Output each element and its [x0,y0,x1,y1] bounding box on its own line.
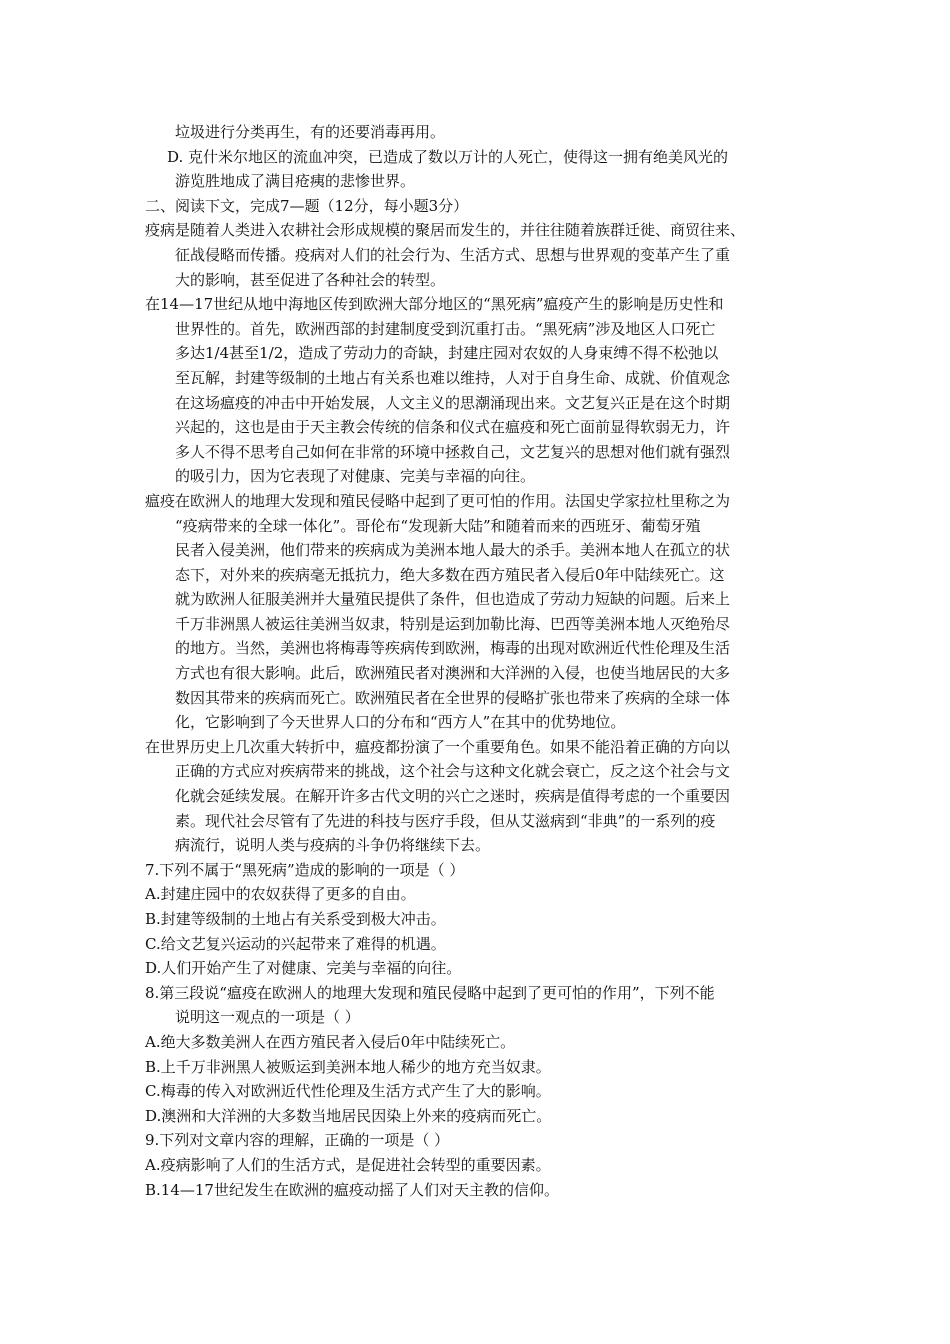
passage-paragraph [145,292,813,489]
passage-line: 千万非洲黑人被运往美洲当奴隶，特别是运到加勒比海、巴西等美洲本地人灭绝殆尽 [175,614,731,633]
passage-paragraph [145,489,813,735]
answer-option-text: B.封建等级制的土地占有关系受到极大冲击。 [145,910,446,928]
passage-paragraph [145,735,813,858]
passage-line: 的地方。当然，美洲也将梅毒等疾病传到欧洲，梅毒的出现对欧洲近代性伦理及生活 [175,639,731,658]
reading-passage [145,218,813,857]
q6-option-c-continuation: 垃圾进行分类再生，有的还要消毒再用。 [175,123,446,141]
question-list [145,858,813,1202]
passage-line: 在这场瘟疫的冲击中开始发展，人文主义的思潮涌现出来。文艺复兴正是在这个时期 [175,393,731,412]
section-heading: 二、阅读下文，完成7—题（12分，每小题3分） [145,196,469,215]
answer-option [145,956,813,981]
passage-line: 征战侵略而传播。疫病对人们的社会行为、生活方式、思想与世界观的变革产生了重 [175,245,731,264]
answer-option-text: C.梅毒的传入对欧洲近代性伦理及生活方式产生了大的影响。 [145,1082,551,1101]
answer-option [145,1178,813,1203]
answer-option [145,1030,813,1055]
passage-line: 的吸引力，因为它表现了对健康、完美与幸福的向往。 [175,467,536,486]
passage-line: 多人不得不思考自己如何在非常的环境中拯救自己，文艺复兴的思想对他们就有强烈 [175,442,731,461]
passage-line: 民者入侵美洲，他们带来的疾病成为美洲本地人最大的杀手。美洲本地人在孤立的状 [175,541,731,560]
answer-option [145,907,813,932]
q6-option-d: D. 克什米尔地区的流血冲突，已造成了数以万计的人死亡，使得这一拥有绝美风光的 游览胜地成了满目疮痍的悲惨世界。 [167,147,729,191]
answer-option [145,1079,813,1104]
answer-option-text: B.上千万非洲黑人被贩运到美洲本地人稀少的地方充当奴隶。 [145,1057,551,1076]
passage-paragraph [145,218,813,292]
passage-line: 数因其带来的疾病而死亡。欧洲殖民者在全世界的侵略扩张也带来了疾病的全球一体 [175,688,731,707]
exam-page [145,120,813,1202]
answer-option [145,1104,813,1129]
question-stem-line: 8.第三段说“瘟疫在欧洲人的地理大发现和殖民侵略中起到了更可怕的作用”，下列不能 [145,983,715,1002]
answer-option-text: A.疫病影响了人们的生活方式，是促进社会转型的重要因素。 [145,1155,551,1174]
answer-option [145,932,813,957]
answer-option [145,1153,813,1178]
answer-option [145,882,813,907]
answer-option [145,1055,813,1080]
question-stem [145,1128,813,1153]
passage-line: 在14—17世纪从地中海地区传到欧洲大部分地区的“黑死病”瘟疫产生的影响是历史性和 [145,295,724,314]
passage-line: 在世界历史上几次重大转折中，瘟疫都扮演了一个重要角色。如果不能沿着正确的方向以 [145,737,731,756]
passage-line: 正确的方式应对疾病带来的挑战，这个社会与这种文化就会衰亡，反之这个社会与文 [175,762,731,781]
question-stem-line: 7.下列不属于“黑死病”造成的影响的一项是（ ） [145,860,465,879]
question-stem [145,858,813,883]
passage-line: “疫病带来的全球一体化”。哥伦布“发现新大陆”和随着而来的西班牙、葡萄牙殖 [175,516,701,535]
answer-option-text: D.人们开始产生了对健康、完美与幸福的向往。 [145,959,462,978]
passage-line: 至瓦解，封建等级制的土地占有关系也难以维持，人对于自身生命、成就、价值观念 [175,368,731,387]
passage-line: 疫病是随着人类进入农耕社会形成规模的聚居而发生的，并往往随着族群迁徙、商贸往来、 [145,221,746,240]
passage-line: 多达1/4甚至1/2，造成了劳动力的奇缺，封建庄园对农奴的人身束缚不得不松弛以 [175,344,719,363]
passage-line: 兴起的，这也是由于天主教会传统的信条和仪式在瘟疫和死亡面前显得软弱无力，许 [175,418,731,437]
answer-option-text: D.澳洲和大洋洲的大多数当地居民因染上外来的疫病而死亡。 [145,1106,552,1125]
passage-line: 大的影响，甚至促进了各种社会的转型。 [175,270,446,289]
passage-line: 病流行，说明人类与疫病的斗争仍将继续下去。 [175,836,491,855]
passage-line: 化就会延续发展。在解开许多古代文明的兴亡之迷时，疾病是值得考虑的一个重要因 [175,787,731,806]
passage-line: 世界性的。首先，欧洲西部的封建制度受到沉重打击。“黑死病”涉及地区人口死亡 [175,319,716,338]
answer-option-text: C.给文艺复兴运动的兴起带来了难得的机遇。 [145,934,446,953]
passage-line: 态下，对外来的疾病毫无抵抗力，绝大多数在西方殖民者入侵后0年中陆续死亡。这 [175,565,725,584]
passage-line: 就为欧洲人征服美洲并大量殖民提供了条件，但也造成了劳动力短缺的问题。后来上 [175,590,731,609]
answer-option-text: A.绝大多数美洲人在西方殖民者入侵后0年中陆续死亡。 [145,1032,516,1051]
answer-option-text: A.封建庄园中的农奴获得了更多的自由。 [145,885,416,904]
question-stem [145,981,813,1030]
answer-option-text: B.14—17世纪发生在欧洲的瘟疫动摇了人们对天主教的信仰。 [145,1180,559,1199]
question-stem-line: 9.下列对文章内容的理解，正确的一项是（ ） [145,1131,450,1150]
passage-line: 瘟疫在欧洲人的地理大发现和殖民侵略中起到了更可怕的作用。法国史学家拉杜里称之为 [145,491,731,510]
passage-line: 素。现代社会尽管有了先进的科技与医疗手段，但从艾滋病到“非典”的一系列的疫 [175,811,716,830]
question-stem-line: 说明这一观点的一项是（ ） [175,1008,360,1027]
passage-line: 化，它影响到了今天世界人口的分布和“西方人”在其中的优势地位。 [175,713,626,732]
passage-line: 方式也有很大影响。此后，欧洲殖民者对澳洲和大洋洲的入侵，也使当地居民的大多 [175,664,731,683]
